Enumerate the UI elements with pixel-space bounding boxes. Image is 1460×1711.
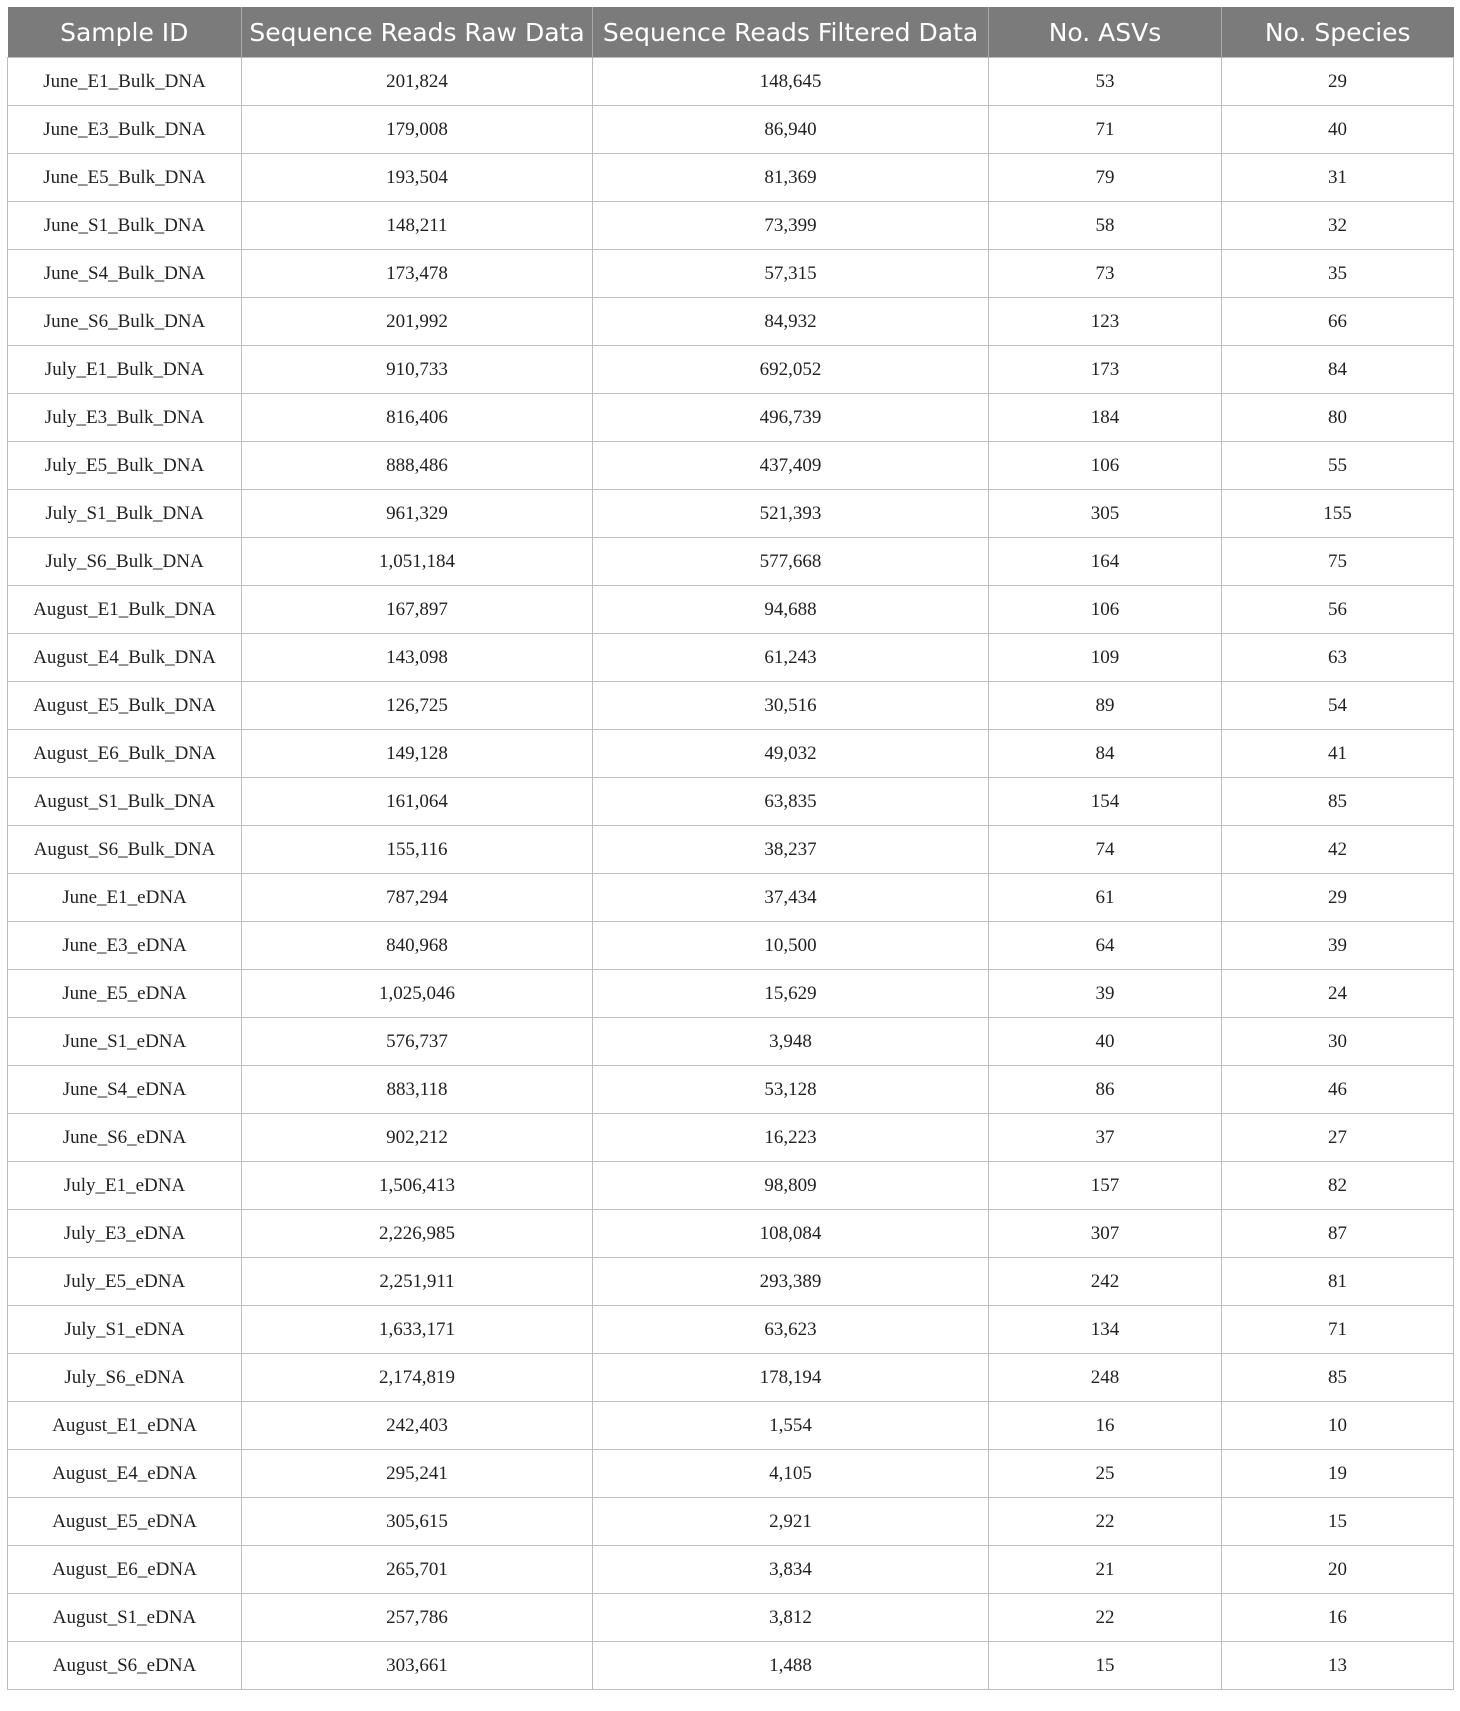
table-row xyxy=(8,826,1454,874)
cell-species: 81 xyxy=(1222,1258,1454,1306)
cell-asvs: 25 xyxy=(989,1450,1222,1498)
table-row xyxy=(8,778,1454,826)
cell-species: 75 xyxy=(1222,538,1454,586)
cell-asvs: 89 xyxy=(989,682,1222,730)
cell-asvs: 305 xyxy=(989,490,1222,538)
cell-raw-reads: 1,633,171 xyxy=(242,1306,593,1354)
cell-species: 29 xyxy=(1222,874,1454,922)
column-header-raw-reads: Sequence Reads Raw Data xyxy=(242,7,593,58)
table-row xyxy=(8,1066,1454,1114)
cell-filtered-reads: 3,812 xyxy=(593,1594,989,1642)
cell-species: 82 xyxy=(1222,1162,1454,1210)
cell-filtered-reads: 38,237 xyxy=(593,826,989,874)
cell-sample-id: July_E1_eDNA xyxy=(8,1162,242,1210)
cell-species: 24 xyxy=(1222,970,1454,1018)
table-row xyxy=(8,442,1454,490)
cell-raw-reads: 161,064 xyxy=(242,778,593,826)
cell-species: 16 xyxy=(1222,1594,1454,1642)
cell-filtered-reads: 84,932 xyxy=(593,298,989,346)
cell-filtered-reads: 108,084 xyxy=(593,1210,989,1258)
table-body xyxy=(8,58,1454,1690)
cell-raw-reads: 303,661 xyxy=(242,1642,593,1690)
cell-asvs: 58 xyxy=(989,202,1222,250)
cell-asvs: 184 xyxy=(989,394,1222,442)
cell-filtered-reads: 63,835 xyxy=(593,778,989,826)
cell-asvs: 86 xyxy=(989,1066,1222,1114)
cell-filtered-reads: 293,389 xyxy=(593,1258,989,1306)
cell-raw-reads: 961,329 xyxy=(242,490,593,538)
table-row xyxy=(8,730,1454,778)
cell-raw-reads: 1,506,413 xyxy=(242,1162,593,1210)
cell-sample-id: August_S1_Bulk_DNA xyxy=(8,778,242,826)
cell-asvs: 154 xyxy=(989,778,1222,826)
table-row xyxy=(8,346,1454,394)
cell-sample-id: August_S6_Bulk_DNA xyxy=(8,826,242,874)
cell-sample-id: August_S6_eDNA xyxy=(8,1642,242,1690)
cell-sample-id: August_E6_Bulk_DNA xyxy=(8,730,242,778)
cell-raw-reads: 155,116 xyxy=(242,826,593,874)
cell-species: 41 xyxy=(1222,730,1454,778)
cell-raw-reads: 179,008 xyxy=(242,106,593,154)
cell-species: 32 xyxy=(1222,202,1454,250)
column-header-asvs: No. ASVs xyxy=(989,7,1222,58)
cell-asvs: 109 xyxy=(989,634,1222,682)
table-row xyxy=(8,1354,1454,1402)
cell-asvs: 64 xyxy=(989,922,1222,970)
table-row xyxy=(8,1306,1454,1354)
cell-species: 13 xyxy=(1222,1642,1454,1690)
cell-sample-id: June_E1_eDNA xyxy=(8,874,242,922)
cell-filtered-reads: 57,315 xyxy=(593,250,989,298)
cell-sample-id: June_S1_eDNA xyxy=(8,1018,242,1066)
cell-species: 55 xyxy=(1222,442,1454,490)
cell-filtered-reads: 1,488 xyxy=(593,1642,989,1690)
cell-raw-reads: 840,968 xyxy=(242,922,593,970)
cell-filtered-reads: 437,409 xyxy=(593,442,989,490)
table-row xyxy=(8,1498,1454,1546)
cell-raw-reads: 910,733 xyxy=(242,346,593,394)
cell-raw-reads: 257,786 xyxy=(242,1594,593,1642)
table-row xyxy=(8,1402,1454,1450)
cell-species: 20 xyxy=(1222,1546,1454,1594)
cell-raw-reads: 265,701 xyxy=(242,1546,593,1594)
table-row xyxy=(8,154,1454,202)
table-row xyxy=(8,874,1454,922)
table-row xyxy=(8,586,1454,634)
cell-filtered-reads: 61,243 xyxy=(593,634,989,682)
cell-sample-id: July_S1_Bulk_DNA xyxy=(8,490,242,538)
cell-filtered-reads: 577,668 xyxy=(593,538,989,586)
table-header xyxy=(8,7,1454,58)
cell-asvs: 164 xyxy=(989,538,1222,586)
cell-species: 30 xyxy=(1222,1018,1454,1066)
cell-asvs: 242 xyxy=(989,1258,1222,1306)
cell-filtered-reads: 3,834 xyxy=(593,1546,989,1594)
cell-sample-id: August_E5_eDNA xyxy=(8,1498,242,1546)
cell-asvs: 248 xyxy=(989,1354,1222,1402)
cell-sample-id: June_E3_Bulk_DNA xyxy=(8,106,242,154)
table-row xyxy=(8,250,1454,298)
cell-filtered-reads: 521,393 xyxy=(593,490,989,538)
table-row xyxy=(8,682,1454,730)
table-row xyxy=(8,1594,1454,1642)
table-row xyxy=(8,538,1454,586)
cell-asvs: 123 xyxy=(989,298,1222,346)
cell-raw-reads: 1,051,184 xyxy=(242,538,593,586)
cell-sample-id: August_E4_Bulk_DNA xyxy=(8,634,242,682)
cell-raw-reads: 148,211 xyxy=(242,202,593,250)
cell-filtered-reads: 3,948 xyxy=(593,1018,989,1066)
cell-asvs: 71 xyxy=(989,106,1222,154)
table-row xyxy=(8,58,1454,106)
cell-filtered-reads: 148,645 xyxy=(593,58,989,106)
cell-raw-reads: 193,504 xyxy=(242,154,593,202)
cell-filtered-reads: 98,809 xyxy=(593,1162,989,1210)
cell-raw-reads: 305,615 xyxy=(242,1498,593,1546)
cell-sample-id: June_E5_Bulk_DNA xyxy=(8,154,242,202)
cell-filtered-reads: 178,194 xyxy=(593,1354,989,1402)
cell-filtered-reads: 1,554 xyxy=(593,1402,989,1450)
cell-raw-reads: 576,737 xyxy=(242,1018,593,1066)
cell-raw-reads: 2,174,819 xyxy=(242,1354,593,1402)
table-row xyxy=(8,298,1454,346)
cell-asvs: 307 xyxy=(989,1210,1222,1258)
cell-species: 31 xyxy=(1222,154,1454,202)
cell-sample-id: July_S1_eDNA xyxy=(8,1306,242,1354)
cell-sample-id: July_E5_Bulk_DNA xyxy=(8,442,242,490)
cell-asvs: 39 xyxy=(989,970,1222,1018)
cell-asvs: 53 xyxy=(989,58,1222,106)
cell-raw-reads: 787,294 xyxy=(242,874,593,922)
cell-asvs: 21 xyxy=(989,1546,1222,1594)
cell-filtered-reads: 73,399 xyxy=(593,202,989,250)
cell-filtered-reads: 94,688 xyxy=(593,586,989,634)
cell-raw-reads: 816,406 xyxy=(242,394,593,442)
header-row xyxy=(8,7,1454,58)
cell-species: 71 xyxy=(1222,1306,1454,1354)
table-row xyxy=(8,1642,1454,1690)
cell-raw-reads: 888,486 xyxy=(242,442,593,490)
cell-species: 84 xyxy=(1222,346,1454,394)
column-header-filtered-reads: Sequence Reads Filtered Data xyxy=(593,7,989,58)
cell-asvs: 22 xyxy=(989,1594,1222,1642)
cell-asvs: 73 xyxy=(989,250,1222,298)
cell-sample-id: June_S1_Bulk_DNA xyxy=(8,202,242,250)
cell-raw-reads: 2,251,911 xyxy=(242,1258,593,1306)
cell-raw-reads: 201,992 xyxy=(242,298,593,346)
cell-raw-reads: 149,128 xyxy=(242,730,593,778)
cell-sample-id: July_E5_eDNA xyxy=(8,1258,242,1306)
cell-species: 42 xyxy=(1222,826,1454,874)
cell-asvs: 134 xyxy=(989,1306,1222,1354)
table-row xyxy=(8,922,1454,970)
cell-species: 66 xyxy=(1222,298,1454,346)
cell-sample-id: June_S4_Bulk_DNA xyxy=(8,250,242,298)
cell-filtered-reads: 37,434 xyxy=(593,874,989,922)
cell-filtered-reads: 2,921 xyxy=(593,1498,989,1546)
table-row xyxy=(8,1450,1454,1498)
cell-asvs: 157 xyxy=(989,1162,1222,1210)
table-row xyxy=(8,970,1454,1018)
cell-sample-id: June_S4_eDNA xyxy=(8,1066,242,1114)
cell-species: 10 xyxy=(1222,1402,1454,1450)
cell-asvs: 79 xyxy=(989,154,1222,202)
cell-sample-id: June_E1_Bulk_DNA xyxy=(8,58,242,106)
cell-species: 39 xyxy=(1222,922,1454,970)
cell-species: 54 xyxy=(1222,682,1454,730)
cell-raw-reads: 143,098 xyxy=(242,634,593,682)
cell-species: 29 xyxy=(1222,58,1454,106)
cell-species: 46 xyxy=(1222,1066,1454,1114)
cell-sample-id: July_E3_Bulk_DNA xyxy=(8,394,242,442)
cell-species: 87 xyxy=(1222,1210,1454,1258)
cell-sample-id: August_E1_eDNA xyxy=(8,1402,242,1450)
cell-filtered-reads: 16,223 xyxy=(593,1114,989,1162)
column-header-species: No. Species xyxy=(1222,7,1454,58)
cell-asvs: 40 xyxy=(989,1018,1222,1066)
cell-raw-reads: 2,226,985 xyxy=(242,1210,593,1258)
cell-species: 40 xyxy=(1222,106,1454,154)
cell-asvs: 74 xyxy=(989,826,1222,874)
cell-species: 19 xyxy=(1222,1450,1454,1498)
cell-species: 56 xyxy=(1222,586,1454,634)
cell-species: 80 xyxy=(1222,394,1454,442)
cell-sample-id: August_E5_Bulk_DNA xyxy=(8,682,242,730)
cell-sample-id: August_S1_eDNA xyxy=(8,1594,242,1642)
table-row xyxy=(8,394,1454,442)
cell-sample-id: June_S6_Bulk_DNA xyxy=(8,298,242,346)
cell-asvs: 106 xyxy=(989,442,1222,490)
cell-filtered-reads: 692,052 xyxy=(593,346,989,394)
cell-raw-reads: 201,824 xyxy=(242,58,593,106)
cell-species: 35 xyxy=(1222,250,1454,298)
cell-filtered-reads: 49,032 xyxy=(593,730,989,778)
cell-filtered-reads: 30,516 xyxy=(593,682,989,730)
cell-species: 15 xyxy=(1222,1498,1454,1546)
table-row xyxy=(8,1162,1454,1210)
cell-sample-id: August_E4_eDNA xyxy=(8,1450,242,1498)
table-row xyxy=(8,1210,1454,1258)
cell-raw-reads: 126,725 xyxy=(242,682,593,730)
table-row xyxy=(8,1258,1454,1306)
cell-asvs: 106 xyxy=(989,586,1222,634)
cell-raw-reads: 173,478 xyxy=(242,250,593,298)
table-row xyxy=(8,202,1454,250)
cell-species: 155 xyxy=(1222,490,1454,538)
column-header-sample-id: Sample ID xyxy=(8,7,242,58)
cell-filtered-reads: 86,940 xyxy=(593,106,989,154)
cell-filtered-reads: 81,369 xyxy=(593,154,989,202)
cell-raw-reads: 295,241 xyxy=(242,1450,593,1498)
cell-sample-id: July_E1_Bulk_DNA xyxy=(8,346,242,394)
cell-asvs: 37 xyxy=(989,1114,1222,1162)
cell-sample-id: July_S6_eDNA xyxy=(8,1354,242,1402)
cell-filtered-reads: 4,105 xyxy=(593,1450,989,1498)
cell-sample-id: July_E3_eDNA xyxy=(8,1210,242,1258)
cell-sample-id: July_S6_Bulk_DNA xyxy=(8,538,242,586)
cell-filtered-reads: 63,623 xyxy=(593,1306,989,1354)
cell-sample-id: June_S6_eDNA xyxy=(8,1114,242,1162)
cell-asvs: 61 xyxy=(989,874,1222,922)
table-row xyxy=(8,106,1454,154)
table-row xyxy=(8,634,1454,682)
cell-raw-reads: 1,025,046 xyxy=(242,970,593,1018)
cell-asvs: 22 xyxy=(989,1498,1222,1546)
cell-asvs: 16 xyxy=(989,1402,1222,1450)
cell-filtered-reads: 53,128 xyxy=(593,1066,989,1114)
cell-sample-id: June_E3_eDNA xyxy=(8,922,242,970)
cell-raw-reads: 242,403 xyxy=(242,1402,593,1450)
data-table-container xyxy=(7,7,1453,1690)
cell-filtered-reads: 10,500 xyxy=(593,922,989,970)
cell-asvs: 84 xyxy=(989,730,1222,778)
sequence-reads-table xyxy=(7,7,1454,1690)
table-row xyxy=(8,1018,1454,1066)
cell-raw-reads: 902,212 xyxy=(242,1114,593,1162)
table-row xyxy=(8,490,1454,538)
cell-species: 85 xyxy=(1222,778,1454,826)
table-row xyxy=(8,1114,1454,1162)
cell-asvs: 173 xyxy=(989,346,1222,394)
cell-filtered-reads: 15,629 xyxy=(593,970,989,1018)
cell-sample-id: August_E1_Bulk_DNA xyxy=(8,586,242,634)
cell-raw-reads: 883,118 xyxy=(242,1066,593,1114)
cell-species: 85 xyxy=(1222,1354,1454,1402)
cell-sample-id: June_E5_eDNA xyxy=(8,970,242,1018)
cell-species: 63 xyxy=(1222,634,1454,682)
cell-asvs: 15 xyxy=(989,1642,1222,1690)
cell-sample-id: August_E6_eDNA xyxy=(8,1546,242,1594)
cell-species: 27 xyxy=(1222,1114,1454,1162)
table-row xyxy=(8,1546,1454,1594)
cell-raw-reads: 167,897 xyxy=(242,586,593,634)
cell-filtered-reads: 496,739 xyxy=(593,394,989,442)
